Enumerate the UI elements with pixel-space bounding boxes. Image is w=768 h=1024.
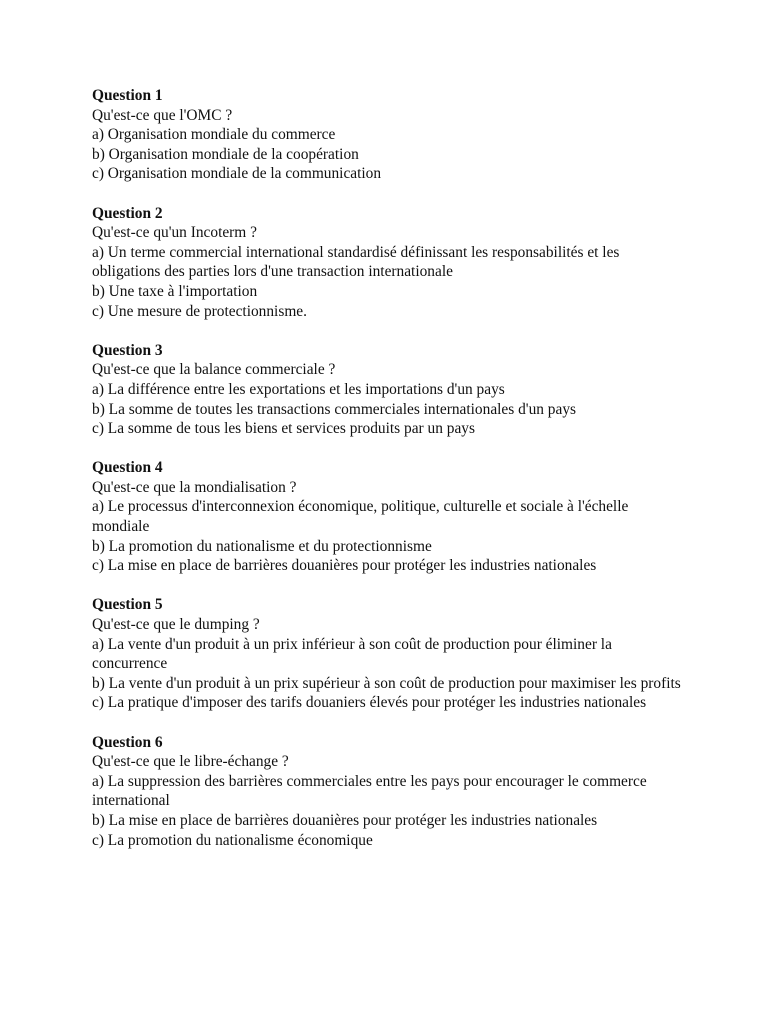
question-title: Question 4 bbox=[92, 459, 163, 477]
document-page bbox=[92, 86, 682, 870]
question-1 bbox=[92, 86, 682, 184]
question-5 bbox=[92, 595, 682, 713]
answer-option-a: a) Organisation mondiale du commerce bbox=[92, 126, 336, 144]
question-prompt: Qu'est-ce que l'OMC ? bbox=[92, 106, 233, 124]
question-prompt: Qu'est-ce que la mondialisation ? bbox=[92, 478, 297, 496]
answer-option-b: b) La vente d'un produit à un prix supérieur à son coût de production pour maximiser les profits bbox=[92, 674, 681, 692]
answer-option-a: a) La suppression des barrières commerciales entre les pays pour encourager le commerce international bbox=[92, 772, 647, 810]
answer-option-b: b) La mise en place de barrières douanières pour protéger les industries nationales bbox=[92, 811, 598, 829]
answer-option-c: c) La somme de tous les biens et services produits par un pays bbox=[92, 420, 475, 438]
answer-option-a: a) La vente d'un produit à un prix inférieur à son coût de production pour éliminer la concurrence bbox=[92, 635, 612, 673]
answer-option-b: b) La promotion du nationalisme et du protectionnisme bbox=[92, 537, 432, 555]
question-title: Question 6 bbox=[92, 733, 163, 751]
question-title: Question 3 bbox=[92, 341, 163, 359]
question-prompt: Qu'est-ce que le dumping ? bbox=[92, 616, 260, 634]
question-3 bbox=[92, 341, 682, 439]
question-prompt: Qu'est-ce qu'un Incoterm ? bbox=[92, 224, 257, 242]
answer-option-a: a) La différence entre les exportations et les importations d'un pays bbox=[92, 380, 505, 398]
question-6 bbox=[92, 733, 682, 851]
answer-option-c: c) La mise en place de barrières douanières pour protéger les industries nationales bbox=[92, 557, 597, 575]
question-title: Question 2 bbox=[92, 204, 163, 222]
answer-option-c: c) Une mesure de protectionnisme. bbox=[92, 302, 307, 320]
answer-option-c: c) Organisation mondiale de la communication bbox=[92, 165, 382, 183]
answer-option-a: a) Un terme commercial international standardisé définissant les responsabilités et les obligations des parties lors d'une transaction internationale bbox=[92, 243, 620, 281]
answer-option-c: c) La pratique d'imposer des tarifs douaniers élevés pour protéger les industries nationales bbox=[92, 694, 647, 712]
answer-option-b: b) Une taxe à l'importation bbox=[92, 282, 258, 300]
answer-option-a: a) Le processus d'interconnexion économique, politique, culturelle et sociale à l'échelle mondiale bbox=[92, 498, 629, 536]
question-2 bbox=[92, 204, 682, 322]
question-title: Question 5 bbox=[92, 596, 163, 614]
answer-option-b: b) Organisation mondiale de la coopération bbox=[92, 145, 359, 163]
question-4 bbox=[92, 458, 682, 576]
question-title: Question 1 bbox=[92, 87, 163, 104]
question-prompt: Qu'est-ce que la balance commerciale ? bbox=[92, 361, 336, 379]
question-prompt: Qu'est-ce que le libre-échange ? bbox=[92, 753, 289, 771]
answer-option-b: b) La somme de toutes les transactions commerciales internationales d'un pays bbox=[92, 400, 577, 418]
answer-option-c: c) La promotion du nationalisme économique bbox=[92, 831, 373, 849]
